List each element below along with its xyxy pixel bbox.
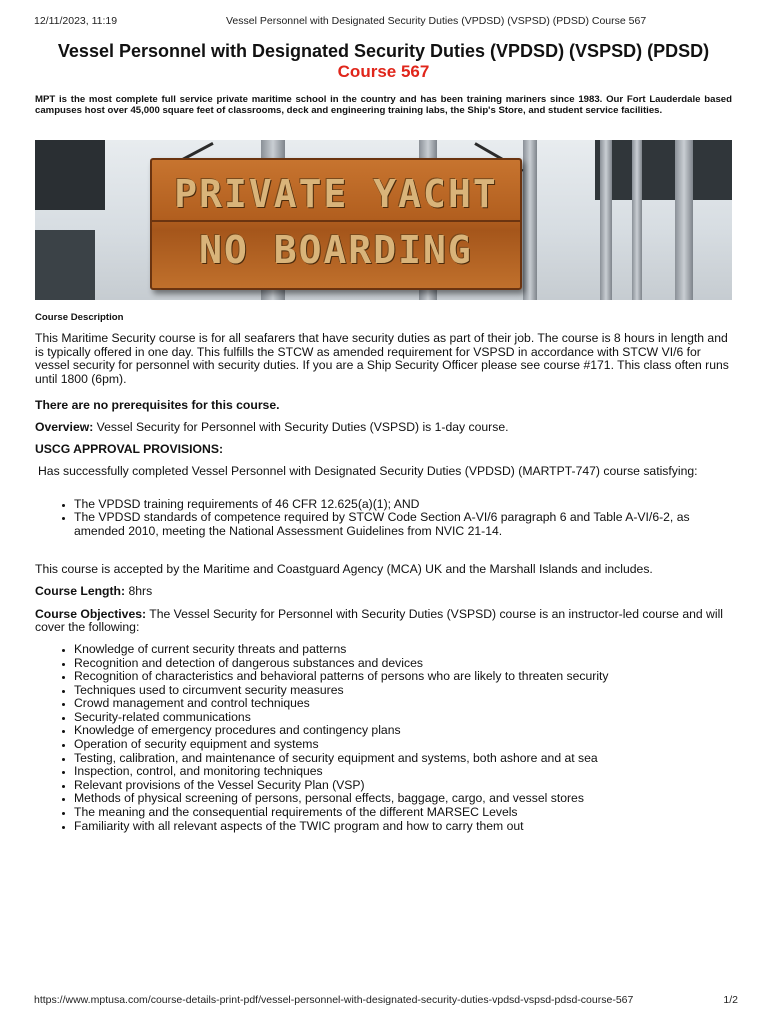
overview-label: Overview: — [35, 419, 94, 434]
objectives-list — [35, 643, 732, 833]
print-url: https://www.mptusa.com/course-details-print-pdf/vessel-personnel-with-designated-security-duties-vpdsd-vspsd-pdsd-course-567 — [34, 994, 634, 1006]
list-item: • The VPDSD standards of competence required by STCW Code Section A-VI/6 paragraph 6 and Table A-VI/6-2, as amended 2010, meeting the National Assessment Guidelines from NVIC 21-14. — [74, 511, 732, 538]
course-length-label: Course Length: — [35, 584, 126, 599]
sign-line-2: NO BOARDING — [199, 228, 473, 272]
section-label: Course Description — [35, 312, 124, 323]
list-item: • Security-related communications — [74, 711, 732, 725]
sign — [150, 158, 522, 290]
list-item: • Techniques used to circumvent security measures — [74, 684, 732, 698]
list-item: • Knowledge of emergency procedures and contingency plans — [74, 724, 732, 738]
list-item: • Familiarity with all relevant aspects of the TWIC program and how to carry them out — [74, 820, 732, 834]
page-title: Vessel Personnel with Designated Security Duties (VPDSD) (VSPSD) (PDSD) — [57, 41, 710, 61]
list-item: • Recognition of characteristics and behavioral patterns of persons who are likely to threaten security — [74, 670, 732, 684]
course-objectives-text: The Vessel Security for Personnel with Security Duties (VSPSD) course is an instructor-led course and will cover the following: — [35, 606, 723, 635]
uscg-heading: USCG APPROVAL PROVISIONS: — [35, 441, 224, 456]
overview — [35, 421, 732, 435]
course-objectives — [35, 608, 732, 635]
mca-text: This course is accepted by the Maritime and Coastguard Agency (MCA) UK and the Marshall Islands and includes. — [35, 561, 653, 576]
list-item: • Methods of physical screening of persons, personal effects, baggage, cargo, and vessel stores — [74, 792, 732, 806]
list-item: • Crowd management and control techniques — [74, 697, 732, 711]
print-datetime: 12/11/2023, 11:19 — [34, 15, 118, 27]
page-content — [35, 40, 732, 833]
list-item: • The meaning and the consequential requirements of the different MARSEC Levels — [74, 806, 732, 820]
course-length-value: 8hrs — [125, 584, 153, 599]
list-item: • Testing, calibration, and maintenance of security equipment and systems, both ashore and at sea — [74, 752, 732, 766]
course-number: Course 567 — [337, 62, 430, 81]
course-length — [35, 585, 732, 599]
vpdsd-list — [35, 498, 732, 539]
list-item: • Inspection, control, and monitoring techniques — [74, 765, 732, 779]
course-objectives-label: Course Objectives: — [35, 606, 147, 621]
print-footer — [34, 994, 738, 1006]
page-number: 1/2 — [723, 994, 738, 1006]
list-item: • Operation of security equipment and systems — [74, 738, 732, 752]
intro-paragraph: MPT is the most complete full service private maritime school in the country and has been training mariners since 1983. Our Fort Lauderdale based campuses host over 45,000 square feet of classrooms, deck and engineering training labs, the Ship's Store, and student service facilities. — [35, 94, 732, 116]
list-item: • The VPDSD training requirements of 46 CFR 12.625(a)(1); AND — [74, 498, 732, 512]
print-header — [34, 15, 734, 27]
list-item: • Recognition and detection of dangerous substances and devices — [74, 657, 732, 671]
list-item: • Knowledge of current security threats and patterns — [74, 643, 732, 657]
prerequisites: There are no prerequisites for this course. — [35, 398, 280, 413]
hero-image — [35, 140, 732, 300]
course-description: This Maritime Security course is for all seafarers that have security duties as part of their job. The course is 8 hours in length and is typically offered in one day. This fulfills the STCW as amended requirement for VSPSD in accordance with STCW VI/6 for vessel security for personnel with security duties. If you are a Ship Security Officer please see course #171. This class often runs until 1800 (6pm). — [35, 331, 729, 386]
list-item: • Relevant provisions of the Vessel Security Plan (VSP) — [74, 779, 732, 793]
print-doc-title: Vessel Personnel with Designated Security Duties (VPDSD) (VSPSD) (PDSD) Course 567 — [226, 15, 647, 27]
overview-text: Vessel Security for Personnel with Security Duties (VSPSD) is 1-day course. — [93, 419, 509, 434]
sign-line-1: PRIVATE YACHT — [174, 172, 498, 216]
completed-text: Has successfully completed Vessel Personnel with Designated Security Duties (VPDSD) (MARTPT-747) course satisfying: — [38, 464, 698, 479]
